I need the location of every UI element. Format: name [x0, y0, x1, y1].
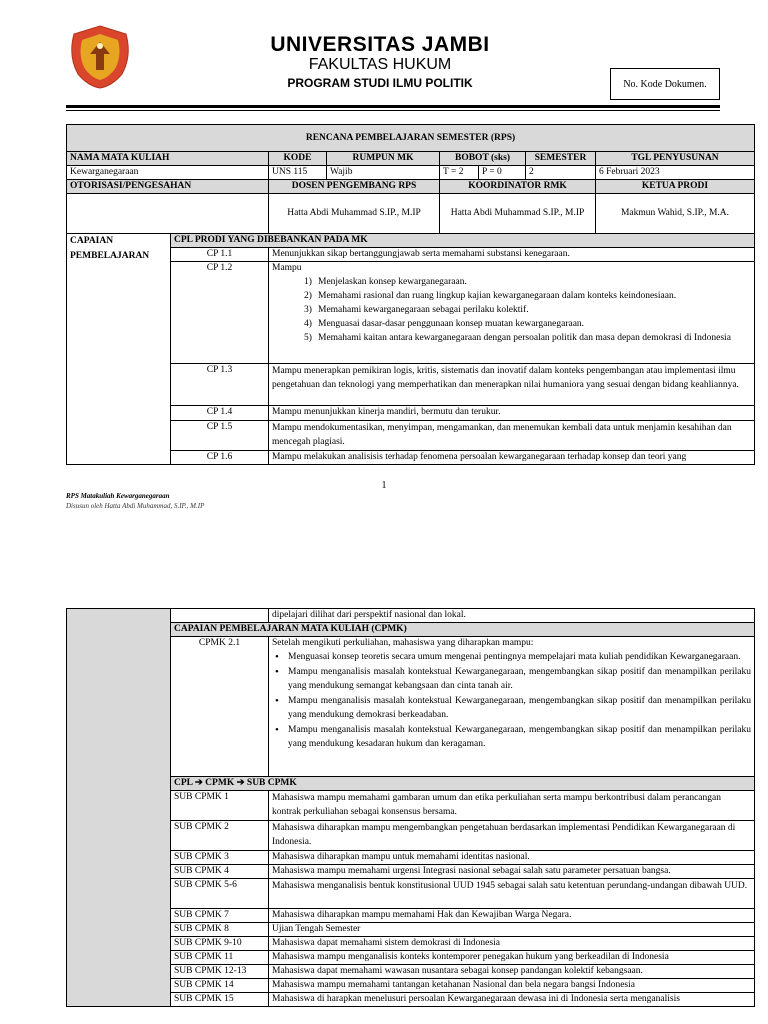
faculty-name: FAKULTAS HUKUM — [308, 56, 452, 73]
cp-numbered-list — [272, 275, 751, 345]
rps-table-page1 — [66, 124, 755, 465]
cp-code: CP 1.6 — [171, 451, 269, 465]
sub-cpmk-text: Mahasiswa mampu memahami gambaran umum dan etika perkuliahan serta mampu berkontribusi dalam perancangan kontrak perkuliahan sebagai konsensus bersama. — [269, 791, 755, 821]
header-kode: KODE — [269, 152, 327, 166]
header-koordinator: KOORDINATOR RMK — [440, 180, 596, 194]
koordinator-value: Hatta Abdi Muhammad S.IP., M.IP — [440, 194, 596, 234]
bobot-t-value: T = 2 — [440, 166, 479, 180]
sub-cpmk-code: SUB CPMK 3 — [171, 851, 269, 865]
list-item: • Mampu menganalisis masalah kontekstual Kewarganegaraan, mengembangkan sikap positif dan menampilkan perilaku yang mendukung semangat kebangsaan dan cinta tanah air. — [272, 665, 751, 694]
sub-cpmk-text: Mahasiswa di harapkan menelusuri persoalan Kewarganegaraan dewasa ini di Indonesia serta menganalisis — [269, 993, 755, 1007]
cpmk-bullet-list — [272, 650, 751, 752]
semester-value: 2 — [526, 166, 596, 180]
list-item: 5) Memahami kaitan antara kewarganegaraan dengan persoalan politik dan masa depan demokrasi di Indonesia — [304, 333, 731, 343]
cont-blank — [171, 609, 269, 623]
list-item: 2) Memahami rasional dan ruang lingkup kajian kewarganegaraan dalam konteks keindonesiaan. — [304, 291, 677, 301]
rumpun-value: Wajib — [327, 166, 440, 180]
cp-code: CP 1.1 — [171, 248, 269, 262]
document-header — [0, 0, 768, 118]
header-rumpun: RUMPUN MK — [327, 152, 440, 166]
otorisasi-blank — [67, 194, 269, 234]
list-item: 4) Menguasai dasar-dasar penggunaan konsep muatan kewarganegaraan. — [304, 319, 585, 329]
cp-text: Mampu mendokumentasikan, menyimpan, mengamankan, dan menemukan kembali data untuk menjamin kesahihan dan mencegah plagiasi. — [269, 421, 755, 451]
sub-cpmk-text: Ujian Tengah Semester — [269, 923, 755, 937]
footer-title: RPS Matakuliah Kewarganegaraan — [66, 492, 170, 500]
cp-text: Menunjukkan sikap bertanggungjawab serta memahami substansi kenegaraan. — [269, 248, 755, 262]
list-item: • Mampu menganalisis masalah kontekstual Kewarganegaraan, mengembangkan sikap positif dan menampilkan perilaku yang mendukung kesadaran hukum dan keragaman. — [272, 723, 751, 752]
list-item: 1) Menjelaskan konsep kewarganegaraan. — [304, 277, 467, 287]
kode-value: UNS 115 — [269, 166, 327, 180]
cp-text — [269, 262, 755, 364]
rps-table-page2 — [66, 608, 755, 1007]
capaian-label: CAPAIAN PEMBELAJARAN — [67, 234, 171, 465]
sub-cpmk-text: Mahasiswa menganalisis bentuk konstitusional UUD 1945 sebagai salah satu ketentuan perundang-undangan dibawah UUD. — [269, 879, 755, 909]
sub-cpmk-code: SUB CPMK 9-10 — [171, 937, 269, 951]
page-number: 1 — [381, 480, 387, 491]
sub-cpmk-code: SUB CPMK 1 — [171, 791, 269, 821]
sub-cpmk-code: SUB CPMK 11 — [171, 951, 269, 965]
sub-cpmk-code: SUB CPMK 15 — [171, 993, 269, 1007]
cp-code: CP 1.4 — [171, 406, 269, 421]
header-tgl: TGL PENYUSUNAN — [596, 152, 755, 166]
nama-mk-value: Kewarganegaraan — [67, 166, 269, 180]
header-cpl: CPL PRODI YANG DIBEBANKAN PADA MK — [171, 234, 755, 248]
list-item: 3) Memahami kewarganegaraan sebagai perilaku kolektif. — [304, 305, 529, 315]
header-nama-mk: NAMA MATA KULIAH — [67, 152, 269, 166]
sub-cpmk-code: SUB CPMK 12-13 — [171, 965, 269, 979]
cp-intro: Mampu — [272, 263, 302, 273]
header-bobot: BOBOT (sks) — [440, 152, 526, 166]
header-ketua: KETUA PRODI — [596, 180, 755, 194]
document-code-box: No. Kode Dokumen. — [610, 68, 720, 100]
university-logo-icon — [66, 24, 134, 90]
cp-text: Mampu menunjukkan kinerja mandiri, bermutu dan terukur. — [269, 406, 755, 421]
capaian-label-continued — [67, 609, 171, 1007]
sub-cpmk-code: SUB CPMK 4 — [171, 865, 269, 879]
cp-text: Mampu melakukan analisisis terhadap fenomena persoalan kewarganegaraan terhadap konsep dan teori yang — [269, 451, 755, 465]
sub-cpmk-text: Mahasiswa dapat memahami sistem demokrasi di Indonesia — [269, 937, 755, 951]
sub-cpmk-code: SUB CPMK 5-6 — [171, 879, 269, 909]
list-item: • Mampu menganalisis masalah kontekstual Kewarganegaraan, mengembangkan sikap positif dan menampilkan perilaku yang mendukung demokrasi berkeadaban. — [272, 694, 751, 723]
cp-code: CP 1.3 — [171, 364, 269, 406]
cpmk-text — [269, 637, 755, 777]
cp-code: CP 1.5 — [171, 421, 269, 451]
header-dosen: DOSEN PENGEMBANG RPS — [269, 180, 440, 194]
sub-cpmk-text: Mahasiswa mampu memahami urgensi Integrasi nasional sebagai salah satu parameter persatuan bangsa. — [269, 865, 755, 879]
rps-title: RENCANA PEMBELAJARAN SEMESTER (RPS) — [67, 125, 755, 152]
header-rule-thin — [66, 110, 720, 111]
list-item: • Menguasai konsep teoretis secara umum mengenai pentingnya mempelajari mata kuliah pendidikan Kewarganegaraan. — [272, 650, 751, 665]
dosen-value: Hatta Abdi Muhammad S.IP., M.IP — [269, 194, 440, 234]
sub-cpmk-text: Mahasiswa mampu memahami tantangan ketahanan Nasional dan bela negara bangsi Indonesia — [269, 979, 755, 993]
cpmk-intro: Setelah mengikuti perkuliahan, mahasiswa yang diharapkan mampu: — [272, 638, 534, 648]
footer-author: Disusun oleh Hatta Abdi Muhammad, S.IP., M.IP — [66, 502, 205, 510]
bobot-p-value: P = 0 — [479, 166, 526, 180]
sub-cpmk-text: Mahasiswa diharapkan mampu mengembangkan pengetahuan berdasarkan implementasi Pendidikan Kewarganegaraan di Indonesia. — [269, 821, 755, 851]
header-semester: SEMESTER — [526, 152, 596, 166]
cpmk-code: CPMK 2.1 — [171, 637, 269, 777]
sub-cpmk-text: Mahasiswa diharapkan mampu untuk memahami identitas nasional. — [269, 851, 755, 865]
sub-cpmk-text: Mahasiswa mampu menganalisis konteks kontemporer penegakan hukum yang berkeadilan di Indonesia — [269, 951, 755, 965]
sub-cpmk-code: SUB CPMK 7 — [171, 909, 269, 923]
header-otorisasi: OTORISASI/PENGESAHAN — [67, 180, 269, 194]
cp-text: Mampu menerapkan pemikiran logis, kritis, sistematis dan inovatif dalam konteks pengembangan atau implementasi ilmu pengetahuan dan teknologi yang memperhatikan dan menerapkan nilai humaniora yang sesuai dengan bidang keahliannya. — [269, 364, 755, 406]
sub-cpmk-code: SUB CPMK 2 — [171, 821, 269, 851]
sub-cpmk-code: SUB CPMK 8 — [171, 923, 269, 937]
header-cpmk: CAPAIAN PEMBELAJARAN MATA KULIAH (CPMK) — [171, 623, 755, 637]
university-name: UNIVERSITAS JAMBI — [270, 33, 490, 56]
sub-cpmk-code: SUB CPMK 14 — [171, 979, 269, 993]
program-name: PROGRAM STUDI ILMU POLITIK — [287, 76, 473, 90]
header-chain: CPL ➔ CPMK ➔ SUB CPMK — [171, 777, 755, 791]
tgl-value: 6 Februari 2023 — [596, 166, 755, 180]
cp-continuation: dipelajari dilihat dari perspektif nasional dan lokal. — [269, 609, 755, 623]
ketua-value: Makmun Wahid, S.IP., M.A. — [596, 194, 755, 234]
sub-cpmk-text: Mahasiswa diharapkan mampu memahami Hak dan Kewajiban Warga Negara. — [269, 909, 755, 923]
header-rule-thick — [66, 105, 720, 108]
sub-cpmk-text: Mahasiswa dapat memahami wawasan nusantara sebagai konsep pandangan kolektif kebangsaan. — [269, 965, 755, 979]
cp-code: CP 1.2 — [171, 262, 269, 364]
